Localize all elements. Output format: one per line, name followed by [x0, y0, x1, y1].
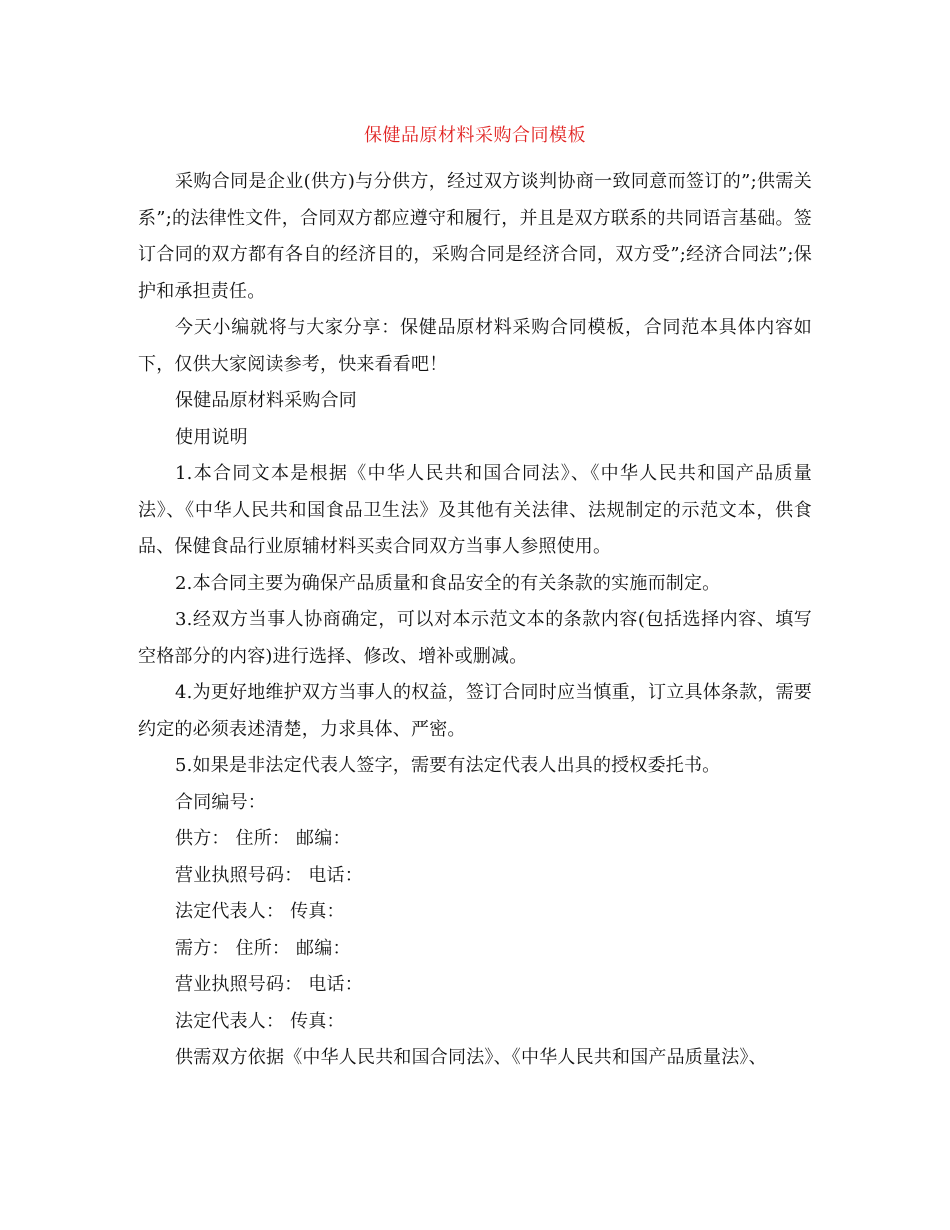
- usage-item-5: 5.如果是非法定代表人签字，需要有法定代表人出具的授权委托书。: [175, 755, 721, 776]
- usage-item-4: 4.为更好地维护双方当事人的权益，签订合同时应当慎重，订立具体条款，需要约定的必须表述清楚，力求具体、严密。: [138, 682, 812, 740]
- supplier-representative-line: 法定代表人： 传真：: [175, 901, 345, 922]
- document-body: [138, 164, 812, 1077]
- usage-item-2: 2.本合同主要为确保产品质量和食品安全的有关条款的实施而制定。: [175, 572, 721, 594]
- supplier-license-line: 营业执照号码： 电话：: [175, 864, 363, 886]
- document-title: 保健品原材料采购合同模板: [364, 125, 586, 146]
- usage-item-1: 1.本合同文本是根据《中华人民共和国合同法》、《中华人民共和国产品质量法》、《中华人民共和国食品卫生法》及其他有关法律、法规制定的示范文本，供食品、保健食品行业原辅材料买卖合同双方当事人参照使用。: [138, 463, 812, 557]
- contract-number-line: 合同编号：: [175, 791, 266, 813]
- usage-item-3: 3.经双方当事人协商确定，可以对本示范文本的条款内容(包括选择内容、填写空格部分的内容)进行选择、修改、增补或删减。: [138, 609, 812, 667]
- supplier-address-line: 供方： 住所： 邮编：: [175, 828, 351, 849]
- usage-heading: 使用说明: [175, 426, 248, 448]
- contract-heading: 保健品原材料采购合同: [175, 390, 357, 411]
- buyer-representative-line: 法定代表人： 传真：: [175, 1010, 345, 1032]
- buyer-license-line: 营业执照号码： 电话：: [175, 974, 363, 995]
- paragraph-intro: 采购合同是企业(供方)与分供方，经过双方谈判协商一致同意而签订的”;供需关系”;的法律性文件，合同双方都应遵守和履行，并且是双方联系的共同语言基础。签订合同的双方都有各自的经济目的，采购合同是经济合同，双方受”;经济合同法”;保护和承担责任。: [138, 171, 812, 302]
- paragraph-share: 今天小编就将与大家分享：保健品原材料采购合同模板，合同范本具体内容如下，仅供大家阅读参考，快来看看吧！: [138, 317, 812, 375]
- buyer-address-line: 需方： 住所： 邮编：: [175, 937, 351, 959]
- contract-basis-line: 供需双方依据《中华人民共和国合同法》、《中华人民共和国产品质量法》、: [175, 1047, 767, 1068]
